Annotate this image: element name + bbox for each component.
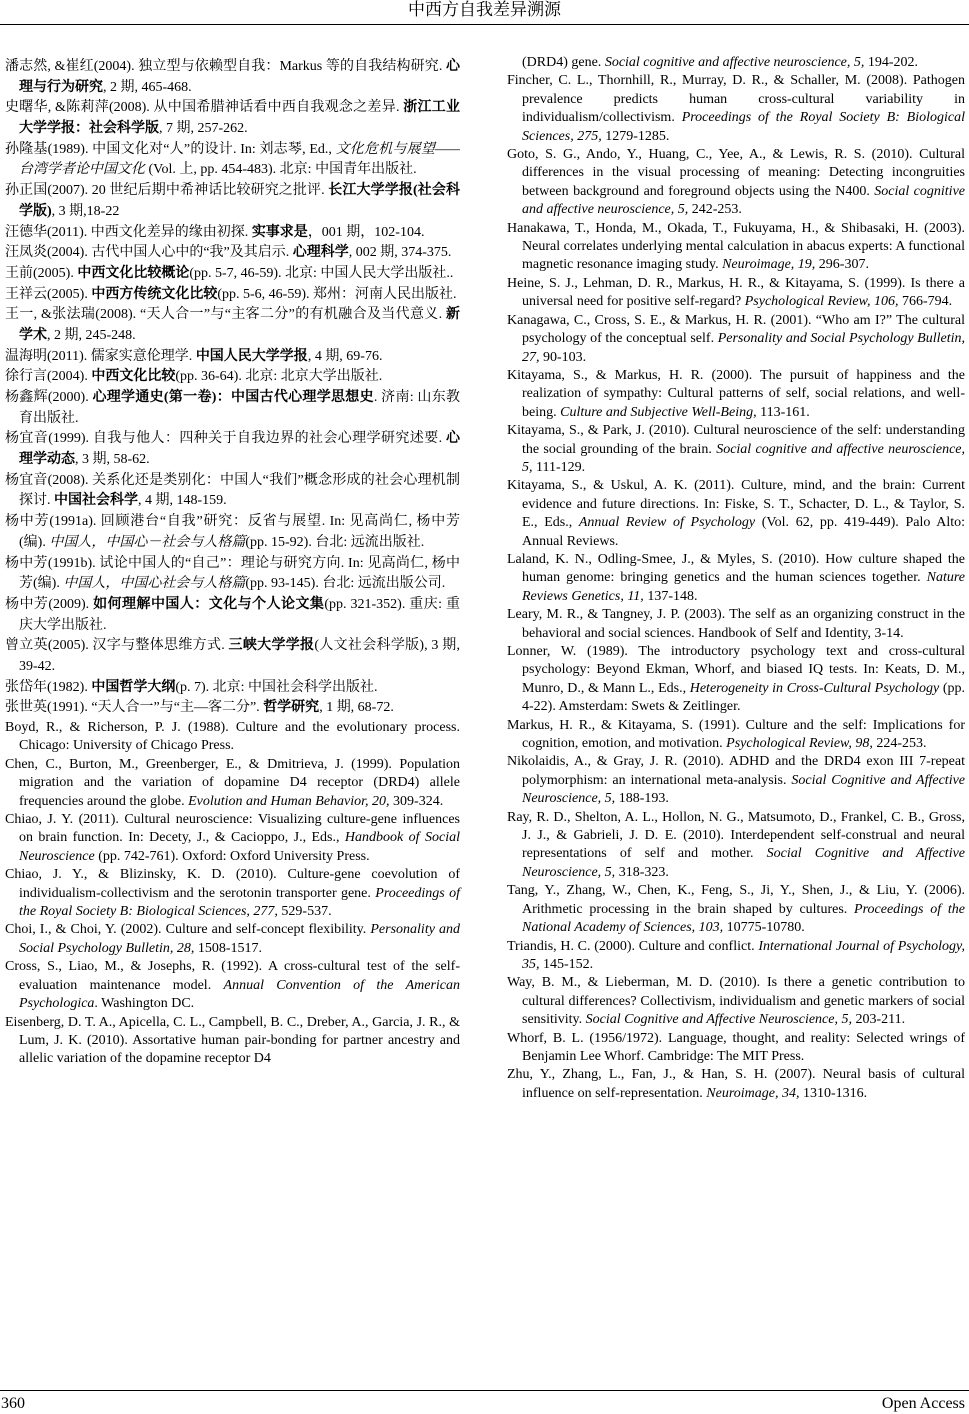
- reference-source-title: Neuroimage, 19,: [722, 257, 816, 273]
- reference-source-title: Culture and Subjective Well-Being: [560, 404, 754, 420]
- reference-source-title: 文化危机与展望——台湾学者论中国文化: [19, 141, 460, 178]
- reference-source-title: Social Cognitive and Affective Neuroscience, 5,: [522, 846, 966, 880]
- reference-text: (人文社会科学版), 3 期, 39-42.: [19, 638, 460, 674]
- reference-entry: [5, 595, 460, 636]
- reference-entry: [5, 678, 460, 699]
- reference-text: Kanagawa, C., Cross, S. E., & Markus, H. R. (2001). “Who am I?” The cultural psychology of the conceptual self.: [507, 312, 965, 347]
- reference-text: 10775-10780.: [723, 920, 805, 936]
- reference-entry: [507, 1030, 965, 1067]
- reference-entry: [507, 220, 965, 275]
- reference-entry: [507, 72, 965, 146]
- reference-text: 318-323.: [615, 864, 669, 880]
- reference-text: Heine, S. J., Lehman, D. R., Markus, H. R., & Kitayama, S. (1999). Is there a universal need for positive self-regard?: [507, 275, 965, 310]
- reference-text: Choi, I., & Choi, Y. (2002). Culture and self-concept flexibility.: [5, 922, 371, 938]
- reference-entry: [5, 866, 460, 921]
- reference-source-title: 中国社会科学: [54, 493, 138, 509]
- reference-source-title: 三峡大学学报: [228, 638, 315, 654]
- reference-text: Tang, Y., Zhang, W., Chen, K., Feng, S., Ji, Y., Shen, J., & Liu, Y. (2006). Arithmetic processing in the brain shaped by cultures.: [507, 883, 965, 917]
- reference-text: 王祥云(2005).: [5, 286, 92, 302]
- references-left-column: [5, 57, 460, 1069]
- reference-text: (pp. 5-6, 46-59). 郑州：河南人民出版社.: [217, 286, 457, 302]
- reference-text: 温海明(2011). 儒家实意伦理学.: [5, 348, 196, 364]
- reference-text: , 1 期, 68-72.: [319, 700, 394, 716]
- reference-source-title: Annual Review of Psychology: [578, 515, 756, 531]
- reference-text: 242-253.: [688, 202, 742, 218]
- reference-text: 张岱年(1982).: [5, 679, 92, 695]
- reference-source-title: Social Cognitive and Affective Neuroscience, 5,: [522, 772, 966, 807]
- reference-source-title: Personality and Social Psychology Bulletin, 28,: [19, 922, 461, 956]
- reference-entry: [5, 285, 460, 306]
- reference-source-title: Personality and Social Psychology Bulletin, 27,: [522, 331, 965, 365]
- reference-text: 188-193.: [615, 791, 669, 807]
- reference-source-title: Psychological Review, 106,: [744, 294, 899, 310]
- reference-entry: [5, 388, 460, 429]
- reference-entry: [507, 551, 965, 606]
- reference-text: Chiao, J. Y. (2011). Cultural neuroscience: Visualizing culture-gene influences on brain function. In: Decety, J., & Cacioppo, J., Eds.,: [5, 812, 460, 846]
- reference-entry: [5, 636, 460, 677]
- reference-text: Triandis, H. C. (2000). Culture and conflict.: [507, 938, 759, 954]
- reference-text: 张世英(1991). “天人合一”与“主—客二分”.: [5, 700, 264, 716]
- reference-text: 汪德华(2011). 中西文化差异的缘由初探.: [5, 224, 252, 240]
- reference-entry: [5, 811, 460, 866]
- reference-text: 王一, &张法瑞(2008). “天人合一”与“主客二分”的有机融合及当代意义.: [5, 307, 446, 323]
- reference-text: Leary, M. R., & Tangney, J. P. (2003). The self as an organizing construct in the behavioral and social sciences. Handbook of Self and Identity, 3-14.: [507, 607, 965, 641]
- reference-text: 徐行言(2004).: [5, 369, 92, 385]
- reference-source-title: Handbook of Social Neuroscience: [19, 830, 460, 864]
- reference-text: 王前(2005).: [5, 265, 78, 281]
- reference-entry: [5, 719, 460, 756]
- reference-source-title: Psychological Review, 98,: [726, 736, 873, 752]
- reference-text: , 002 期, 374-375.: [348, 245, 452, 261]
- reference-text: 766-794.: [898, 294, 953, 310]
- reference-source-title: 浙江工业大学学报：社会科学版: [19, 100, 460, 137]
- reference-text: (Vol. 62, pp. 419-449). Palo Alto: Annual Reviews.: [522, 515, 965, 549]
- reference-text: (p. 7). 北京: 中国社会科学出版社.: [175, 679, 378, 695]
- reference-text: 529-537.: [277, 904, 332, 920]
- reference-text: 1279-1285.: [601, 128, 670, 144]
- reference-text: 孙正国(2007). 20 世纪后期中希神话比较研究之批评.: [5, 183, 329, 199]
- reference-entry: [507, 717, 965, 754]
- reference-text: 杨鑫辉(2000).: [5, 390, 93, 405]
- reference-entry: [507, 422, 965, 477]
- reference-source-title: Heterogeneity in Cross-Cultural Psychology: [689, 680, 940, 696]
- reference-source-title: Proceedings of the Royal Society B: Biological Sciences, 277,: [19, 885, 460, 920]
- reference-text: 309-324.: [389, 793, 444, 809]
- reference-text: Chen, C., Burton, M., Greenberger, E., & Dmitrieva, J. (1999). Population migration and the variation of dopamine D4 receptor (DRD4) allele frequencies around the globe.: [5, 756, 460, 809]
- reference-text: 1508-1517.: [194, 940, 263, 956]
- reference-entry: [507, 809, 965, 883]
- reference-text: (pp. 4-22). Amsterdam: Swets & Zeitlinger.: [522, 680, 965, 715]
- reference-entry: [5, 698, 460, 719]
- reference-text: . Washington DC.: [94, 996, 195, 1012]
- reference-text: 90-103.: [539, 349, 587, 365]
- reference-entry: [507, 974, 965, 1029]
- reference-text: , 3 期, 58-62.: [75, 452, 150, 468]
- reference-text: 杨中芳(1991b). 试论中国人的“自己”：理论与研究方向. In: 见高尚仁, 杨中芳(编).: [5, 555, 460, 592]
- reference-entry: [507, 477, 965, 551]
- reference-source-title: Annual Convention of the American Psychologica: [19, 977, 460, 1012]
- reference-text: , 113-161.: [753, 404, 810, 420]
- reference-entry: [5, 554, 460, 595]
- reference-text: Chiao, J. Y., & Blizinsky, K. D. (2010). Culture-gene coevolution of individualism-collectivism and the serotonin transporter gene.: [5, 867, 460, 901]
- reference-entry: [507, 938, 965, 975]
- reference-text: 杨中芳(2009).: [5, 596, 94, 612]
- reference-text: Whorf, B. L. (1956/1972). Language, thought, and reality: Selected wrings of Benjamin Lee Whorf. Cambridge: The MIT Press.: [507, 1030, 965, 1064]
- reference-source-title: Social cognitive and affective neuroscience, 5,: [522, 183, 965, 218]
- reference-entry-continued: [507, 54, 965, 72]
- reference-text: (pp. 15-92). 台北: 远流出版社.: [245, 534, 425, 550]
- reference-text: ，001 期，102-104.: [307, 224, 425, 240]
- reference-text: , 7 期, 257-262.: [159, 121, 248, 137]
- reference-entry: [5, 243, 460, 264]
- reference-text: , 2 期, 465-468.: [103, 79, 192, 95]
- reference-text: 杨宜音(2008). 关系化还是类别化：中国人“我们”概念形成的社会心理机制探讨.: [5, 472, 460, 509]
- reference-source-title: 新学术: [19, 307, 460, 343]
- reference-entry: [5, 958, 460, 1013]
- reference-source-title: Nature Reviews Genetics, 11,: [522, 570, 965, 604]
- reference-source-title: Social cognitive and affective neuroscience, 5,: [604, 55, 865, 70]
- reference-entry: [5, 140, 460, 181]
- reference-entry: [507, 367, 965, 422]
- reference-text: 203-211.: [851, 1012, 906, 1028]
- reference-text: , 2 期, 245-248.: [47, 327, 136, 343]
- reference-text: Nikolaidis, A., & Gray, J. R. (2010). ADHD and the DRD4 exon III 7-repeat polymorphism: an international meta-analysis.: [507, 754, 965, 788]
- reference-source-title: 心理学动态: [19, 431, 460, 468]
- reference-source-title: 中国人，中国心社会与人格篇: [63, 576, 246, 592]
- reference-source-title: International Journal of Psychology, 35,: [522, 938, 965, 972]
- reference-entry: [5, 264, 460, 285]
- reference-text: 杨宜音(1999). 自我与他人：四种关于自我边界的社会心理学研究述要.: [5, 431, 446, 447]
- reference-entry: [5, 429, 460, 470]
- reference-text: (DRD4) gene.: [522, 55, 605, 70]
- reference-entry: [507, 312, 965, 367]
- open-access-label: Open Access: [881, 1395, 965, 1412]
- reference-text: 汪凤炎(2004). 古代中国人心中的“我”及其启示.: [5, 245, 293, 261]
- reference-entry: [507, 606, 965, 643]
- reference-entry: [5, 305, 460, 346]
- reference-entry: [5, 512, 460, 553]
- reference-text: Eisenberg, D. T. A., Apicella, C. L., Campbell, B. C., Dreber, A., Garcia, J. R., & Lum, J. K. (2010). Assortative human pair-bonding for partner ancestry and allelic variation of the dopamine receptor D4: [5, 1014, 460, 1067]
- reference-source-title: Social cognitive and affective neuroscience, 5,: [522, 441, 965, 475]
- reference-text: , 4 期, 148-159.: [138, 493, 227, 509]
- reference-entry: [5, 471, 460, 512]
- reference-entry: [507, 1066, 965, 1103]
- reference-source-title: Social Cognitive and Affective Neuroscience, 5,: [585, 1012, 852, 1028]
- reference-text: (Vol. 上, pp. 454-483). 北京: 中国青年出版社.: [145, 162, 417, 178]
- reference-text: 296-307.: [815, 257, 869, 273]
- reference-text: Cross, S., Liao, M., & Josephs, R. (1992). A cross-cultural test of the self-evaluation maintenance model.: [5, 959, 460, 993]
- reference-text: 1310-1316.: [799, 1085, 868, 1101]
- reference-text: (pp. 5-7, 46-59). 北京: 中国人民大学出版社..: [189, 265, 454, 281]
- reference-text: Kitayama, S., & Park, J. (2010). Cultural neuroscience of the self: understanding the social grounding of the brain.: [507, 423, 965, 457]
- reference-source-title: 中国人，中国心－社会与人格篇: [49, 534, 246, 550]
- reference-entry: [5, 347, 460, 368]
- reference-text: 杨中芳(1991a). 回顾港台“自我”研究：反省与展望. In: 见高尚仁, 杨中芳(编).: [5, 514, 460, 550]
- reference-text: , 3 期,18-22: [51, 203, 120, 219]
- reference-text: Fincher, C. L., Thornhill, R., Murray, D. R., & Schaller, M. (2008). Pathogen prevalence predicts human cross-cultural variability in individualism/collectivism.: [507, 73, 965, 126]
- reference-source-title: 长江大学学报(社会科学版): [19, 183, 460, 219]
- reference-source-title: 心理与行为研究: [19, 59, 460, 95]
- reference-text: Goto, S. G., Ando, Y., Huang, C., Yee, A., & Lewis, R. S. (2010). Cultural differences in the visual processing of meaning: Detecting incongruities between background and foreground objects using the N400.: [507, 147, 965, 199]
- header-rule: [0, 24, 969, 25]
- reference-source-title: Neuroimage, 34,: [706, 1085, 800, 1101]
- reference-text: (pp. 36-64). 北京: 北京大学出版社.: [175, 369, 383, 385]
- reference-entry: [5, 1014, 460, 1069]
- reference-source-title: 中国哲学大纲: [91, 679, 176, 695]
- reference-text: 史曙华, &陈莉萍(2008). 从中国希腊神话看中西自我观念之差异.: [5, 100, 404, 116]
- reference-entry: [5, 181, 460, 222]
- reference-entry: [507, 275, 965, 312]
- reference-text: Hanakawa, T., Honda, M., Okada, T., Fukuyama, H., & Shibasaki, H. (2003). Neural correlates underlying mental calculation in abacus experts: A functional magnetic resonance imaging study.: [507, 220, 965, 273]
- reference-text: , 4 期, 69-76.: [307, 348, 383, 364]
- reference-source-title: 心理学通史(第一卷)：中国古代心理学思想史: [92, 390, 374, 405]
- reference-text: 224-253.: [872, 736, 927, 752]
- reference-text: 111-129.: [532, 459, 586, 475]
- reference-text: 194-202.: [864, 55, 919, 70]
- reference-text: Kitayama, S., & Markus, H. R. (2000). The pursuit of happiness and the realization of sympathy: Cultural patterns of self, social relations, and well-being.: [507, 367, 965, 420]
- reference-source-title: 中西文化比较: [91, 369, 176, 385]
- reference-source-title: 如何理解中国人：文化与个人论文集: [93, 596, 325, 612]
- reference-source-title: Proceedings of the National Academy of Sciences, 103,: [522, 901, 965, 936]
- reference-text: (pp. 321-352). 重庆: 重庆大学出版社.: [19, 596, 461, 633]
- reference-text: Way, B. M., & Lieberman, M. D. (2010). Is there a genetic contribution to cultural differences? Collectivism, individualism and genetic markers of social sensitivity.: [507, 975, 965, 1028]
- reference-text: . 济南: 山东教育出版社.: [19, 390, 460, 426]
- reference-text: 潘志然, &崔红(2004). 独立型与依赖型自我：Markus 等的自我结构研究.: [5, 59, 446, 74]
- reference-source-title: 中西方传统文化比较: [91, 286, 218, 302]
- reference-entry: [5, 756, 460, 811]
- reference-text: 145-152.: [539, 956, 594, 972]
- reference-source-title: 中西文化比较概论: [77, 265, 190, 281]
- reference-entry: [507, 146, 965, 220]
- reference-entry: [5, 98, 460, 139]
- reference-source-title: 中国人民大学学报: [195, 348, 308, 364]
- reference-entry: [5, 223, 460, 244]
- reference-text: 曾立英(2005). 汉字与整体思维方式.: [5, 638, 229, 654]
- reference-source-title: Evolution and Human Behavior, 20,: [188, 793, 390, 809]
- reference-text: Lonner, W. (1989). The introductory psychology text and cross-cultural psychology: Beyond Ekman, Whorf, and biased IQ tests. In: Keats, D. M., Munro, D., & Mann L., Eds.,: [507, 644, 965, 696]
- reference-entry: [507, 882, 965, 937]
- reference-entry: [507, 643, 965, 717]
- reference-entry: [5, 921, 460, 958]
- reference-entry: [5, 367, 460, 388]
- reference-text: Boyd, R., & Richerson, P. J. (1988). Culture and the evolutionary process. Chicago: University of Chicago Press.: [5, 720, 460, 754]
- reference-text: Kitayama, S., & Uskul, A. K. (2011). Culture, mind, and the brain: Current evidence and future directions. In: Fiske, S. T., Schacter, D. L., & Taylor, S. E., Eds.,: [507, 478, 965, 531]
- running-header-title: 中西方自我差异溯源: [408, 0, 561, 19]
- references-right-column: [507, 54, 965, 1103]
- reference-text: Laland, K. N., Odling-Smee, J., & Myles, S. (2010). How culture shaped the human genome: bringing genetics and the human sciences together.: [507, 551, 965, 586]
- reference-text: Ray, R. D., Shelton, A. L., Hollon, N. G., Matsumoto, D., Frankel, C. B., Gross, J. J., & Gabrieli, J. D. E. (2010). Interdependent self-construal and neural representations of self and mother.: [507, 809, 965, 862]
- reference-text: Zhu, Y., Zhang, L., Fan, J., & Han, S. H. (2007). Neural basis of cultural influence on self-representation.: [507, 1067, 965, 1101]
- page-number: 360: [1, 1395, 25, 1412]
- reference-text: (pp. 742-761). Oxford: Oxford University Press.: [94, 848, 370, 864]
- reference-text: Markus, H. R., & Kitayama, S. (1991). Culture and the self: Implications for cognition, emotion, and motivation.: [507, 717, 965, 752]
- reference-entry: [5, 57, 460, 98]
- reference-source-title: 实事求是: [251, 224, 308, 240]
- reference-text: 137-148.: [643, 588, 698, 604]
- reference-source-title: 心理科学: [292, 245, 349, 261]
- footer-rule: [0, 1390, 969, 1391]
- reference-source-title: 哲学研究: [263, 700, 320, 716]
- reference-entry: [507, 753, 965, 808]
- reference-text: 孙隆基(1989). 中国文化对“人”的设计. In: 刘志琴, Ed.,: [5, 141, 336, 157]
- reference-text: (pp. 93-145). 台北: 远流出版公司.: [245, 576, 446, 592]
- reference-source-title: Proceedings of the Royal Society B: Biological Sciences, 275,: [522, 110, 965, 144]
